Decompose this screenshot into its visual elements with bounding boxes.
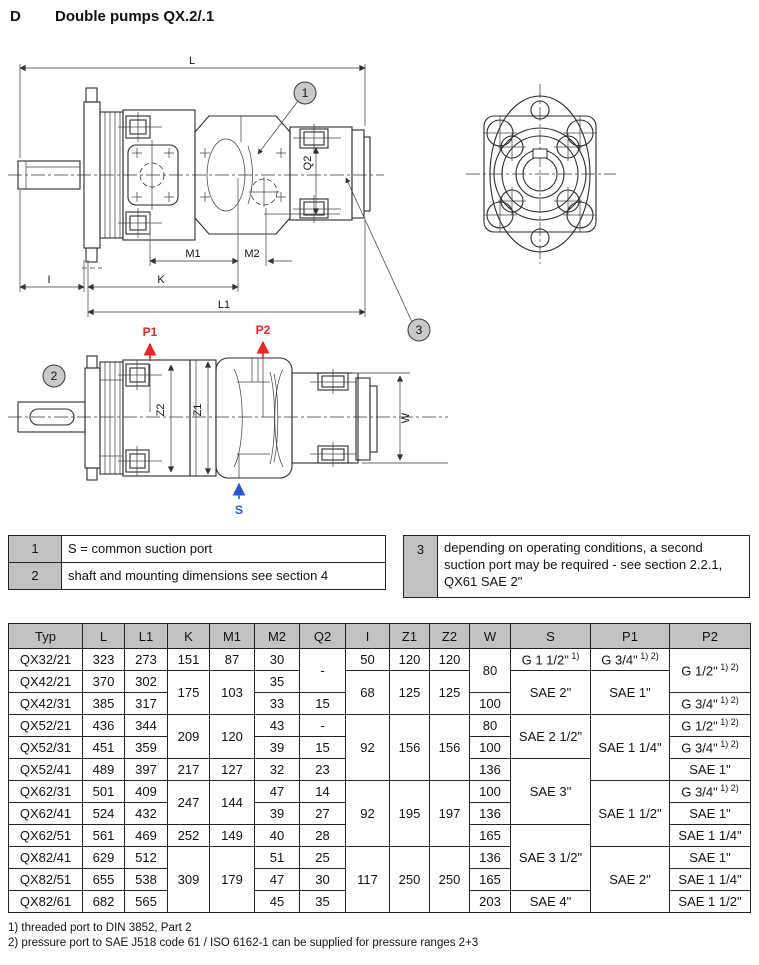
note-text: S = common suction port: [62, 536, 386, 563]
table-cell: -: [300, 649, 346, 693]
table-cell: 100: [470, 737, 511, 759]
table-cell: SAE 1 1/4": [670, 825, 751, 847]
table-row: [9, 649, 751, 671]
table-cell: 165: [470, 825, 511, 847]
table-cell: 385: [83, 693, 125, 715]
table-cell: 136: [470, 847, 511, 869]
table-cell: 524: [83, 803, 125, 825]
table-cell: 45: [255, 891, 300, 913]
table-header-cell: Z1: [390, 624, 430, 649]
table-header-cell: S: [511, 624, 591, 649]
table-cell: 127: [210, 759, 255, 781]
table-cell: SAE 1 1/2": [670, 891, 751, 913]
notes-table-right: [403, 535, 750, 598]
callout-3-label: 3: [415, 323, 423, 337]
note-number: 3: [404, 536, 438, 598]
table-cell: SAE 1": [591, 671, 670, 715]
table-cell: SAE 2": [511, 671, 591, 715]
table-cell: 14: [300, 781, 346, 803]
table-cell: 28: [300, 825, 346, 847]
section-letter: D: [10, 8, 21, 25]
table-cell: G 3/4" $^{1) 2)}$: [670, 781, 751, 803]
table-cell: 125: [390, 671, 430, 715]
dimension-table-header-row: [9, 624, 751, 649]
title-text: Double pumps QX.2/.1: [55, 8, 215, 25]
table-cell: 25: [300, 847, 346, 869]
table-cell: 125: [430, 671, 470, 715]
table-cell: 35: [255, 671, 300, 693]
dim-label-z1: Z1: [192, 403, 204, 417]
footnotes: [8, 921, 478, 951]
typ-cell: QX82/41: [9, 847, 83, 869]
table-row: [9, 715, 751, 737]
table-row: [9, 781, 751, 803]
top-side-view: [8, 55, 384, 317]
table-cell: 501: [83, 781, 125, 803]
table-header-cell: M1: [210, 624, 255, 649]
table-cell: SAE 4": [511, 891, 591, 913]
table-cell: 344: [125, 715, 168, 737]
table-cell: 120: [390, 649, 430, 671]
table-cell: 250: [430, 847, 470, 913]
dim-label-m2: M2: [244, 248, 260, 260]
note-text: depending on operating conditions, a second suction port may be required - see section 2.2.1, QX61 SAE 2": [438, 536, 750, 598]
table-cell: 120: [430, 649, 470, 671]
table-cell: 195: [390, 781, 430, 847]
table-cell: 538: [125, 869, 168, 891]
table-cell: 175: [168, 671, 210, 715]
shaft: [18, 402, 85, 432]
table-cell: 156: [430, 715, 470, 781]
table-cell: 156: [390, 715, 430, 781]
typ-cell: QX62/41: [9, 803, 83, 825]
table-header-cell: M2: [255, 624, 300, 649]
front-flange-view: [466, 84, 616, 264]
footnote-1: 1) threaded port to DIN 3852, Part 2: [8, 922, 192, 934]
dim-label-l: L: [188, 55, 196, 67]
table-header-cell: Typ: [9, 624, 83, 649]
table-cell: 512: [125, 847, 168, 869]
table-cell: SAE 1 1/4": [591, 715, 670, 781]
table-cell: 47: [255, 781, 300, 803]
table-row: [9, 847, 751, 869]
table-cell: 302: [125, 671, 168, 693]
dim-label-q2: Q2: [302, 155, 314, 171]
typ-cell: QX52/21: [9, 715, 83, 737]
table-cell: 565: [125, 891, 168, 913]
note-row: [9, 563, 386, 590]
table-header-cell: I: [346, 624, 390, 649]
table-cell: 32: [255, 759, 300, 781]
table-cell: 23: [300, 759, 346, 781]
table-cell: 39: [255, 737, 300, 759]
table-cell: 80: [470, 649, 511, 693]
table-cell: 100: [470, 781, 511, 803]
table-cell: 80: [470, 715, 511, 737]
notes-table-left: [8, 535, 386, 590]
table-cell: 252: [168, 825, 210, 847]
table-cell: 35: [300, 891, 346, 913]
table-cell: 409: [125, 781, 168, 803]
table-cell: 144: [210, 781, 255, 825]
table-cell: 30: [300, 869, 346, 891]
note-row: [9, 536, 386, 563]
table-cell: 250: [390, 847, 430, 913]
table-cell: 489: [83, 759, 125, 781]
table-cell: SAE 1": [670, 803, 751, 825]
typ-cell: QX42/21: [9, 671, 83, 693]
table-cell: 217: [168, 759, 210, 781]
keyway: [533, 149, 547, 158]
table-cell: 655: [83, 869, 125, 891]
typ-cell: QX42/31: [9, 693, 83, 715]
page-title: [10, 8, 214, 25]
table-cell: 47: [255, 869, 300, 891]
note-text: shaft and mounting dimensions see section 4: [62, 563, 386, 590]
table-cell: 309: [168, 847, 210, 913]
table-cell: 92: [346, 715, 390, 781]
table-cell: 436: [83, 715, 125, 737]
pump-stage-2: [216, 358, 292, 478]
table-cell: 27: [300, 803, 346, 825]
table-cell: 39: [255, 803, 300, 825]
callout-2-label: 2: [50, 369, 58, 383]
table-cell: 629: [83, 847, 125, 869]
table-cell: 203: [470, 891, 511, 913]
table-cell: 682: [83, 891, 125, 913]
callout-1-label: 1: [301, 86, 309, 100]
dim-label-k: K: [157, 274, 165, 286]
table-cell: 370: [83, 671, 125, 693]
table-header-cell: K: [168, 624, 210, 649]
technical-drawing: [0, 30, 759, 535]
table-cell: SAE 3 1/2": [511, 825, 591, 891]
table-cell: G 1/2" $^{1) 2)}$: [670, 715, 751, 737]
table-cell: SAE 2 1/2": [511, 715, 591, 759]
table-row: [9, 671, 751, 693]
table-cell: 247: [168, 781, 210, 825]
dim-label-i: I: [47, 274, 51, 286]
table-cell: G 3/4" $^{1) 2)}$: [591, 649, 670, 671]
typ-cell: QX82/51: [9, 869, 83, 891]
pump-stage-3: [290, 127, 352, 220]
table-cell: 197: [430, 781, 470, 847]
table-header-cell: L1: [125, 624, 168, 649]
table-cell: 100: [470, 693, 511, 715]
table-cell: G 3/4" $^{1) 2)}$: [670, 693, 751, 715]
p1-label: P1: [142, 325, 158, 339]
table-cell: 15: [300, 693, 346, 715]
table-cell: -: [300, 715, 346, 737]
note-row: [404, 536, 750, 598]
table-cell: 120: [210, 715, 255, 759]
table-cell: 165: [470, 869, 511, 891]
table-cell: 68: [346, 671, 390, 715]
table-cell: SAE 1 1/4": [670, 869, 751, 891]
table-cell: 30: [255, 649, 300, 671]
table-cell: 117: [346, 847, 390, 913]
table-cell: 43: [255, 715, 300, 737]
table-cell: 323: [83, 649, 125, 671]
table-cell: 561: [83, 825, 125, 847]
table-cell: SAE 3": [511, 759, 591, 825]
table-cell: 469: [125, 825, 168, 847]
p2-label: P2: [255, 323, 271, 337]
table-cell: G 1 1/2" $^{1)}$: [511, 649, 591, 671]
table-cell: 273: [125, 649, 168, 671]
s-label: S: [234, 503, 244, 517]
table-cell: 397: [125, 759, 168, 781]
dimension-table: [8, 623, 751, 913]
dim-label-z2: Z2: [155, 403, 167, 417]
table-cell: 209: [168, 715, 210, 759]
table-cell: 179: [210, 847, 255, 913]
table-cell: 92: [346, 781, 390, 847]
typ-cell: QX62/51: [9, 825, 83, 847]
typ-cell: QX62/31: [9, 781, 83, 803]
table-cell: 432: [125, 803, 168, 825]
pump-stage-1: [123, 360, 190, 476]
table-cell: 317: [125, 693, 168, 715]
table-cell: SAE 2": [591, 847, 670, 913]
table-cell: SAE 1": [670, 847, 751, 869]
table-cell: 50: [346, 649, 390, 671]
table-header-cell: L: [83, 624, 125, 649]
note-number: 2: [9, 563, 62, 590]
table-header-cell: Z2: [430, 624, 470, 649]
table-cell: G 3/4" $^{1) 2)}$: [670, 737, 751, 759]
typ-cell: QX82/61: [9, 891, 83, 913]
table-header-cell: P1: [591, 624, 670, 649]
table-cell: 33: [255, 693, 300, 715]
note-number: 1: [9, 536, 62, 563]
dim-label-m1: M1: [185, 248, 201, 260]
table-cell: SAE 1": [670, 759, 751, 781]
table-cell: 15: [300, 737, 346, 759]
table-header-cell: P2: [670, 624, 751, 649]
table-cell: 40: [255, 825, 300, 847]
table-cell: SAE 1 1/2": [591, 781, 670, 847]
table-cell: 149: [210, 825, 255, 847]
footnote-2: 2) pressure port to SAE J518 code 61 / ISO 6162-1 can be supplied for pressure ranges 2+3: [8, 937, 479, 949]
typ-cell: QX52/31: [9, 737, 83, 759]
table-cell: 136: [470, 759, 511, 781]
table-cell: 103: [210, 671, 255, 715]
dimension-table-body: [9, 649, 751, 913]
table-cell: 451: [83, 737, 125, 759]
table-cell: G 1/2" $^{1) 2)}$: [670, 649, 751, 693]
typ-cell: QX32/21: [9, 649, 83, 671]
table-cell: 51: [255, 847, 300, 869]
table-cell: 151: [168, 649, 210, 671]
table-header-cell: Q2: [300, 624, 346, 649]
typ-cell: QX52/41: [9, 759, 83, 781]
dim-label-w: W: [400, 412, 412, 424]
dim-label-l1: L1: [217, 299, 231, 311]
table-cell: 359: [125, 737, 168, 759]
table-cell: 136: [470, 803, 511, 825]
table-cell: 87: [210, 649, 255, 671]
bottom-side-view: [8, 323, 448, 517]
table-header-cell: W: [470, 624, 511, 649]
